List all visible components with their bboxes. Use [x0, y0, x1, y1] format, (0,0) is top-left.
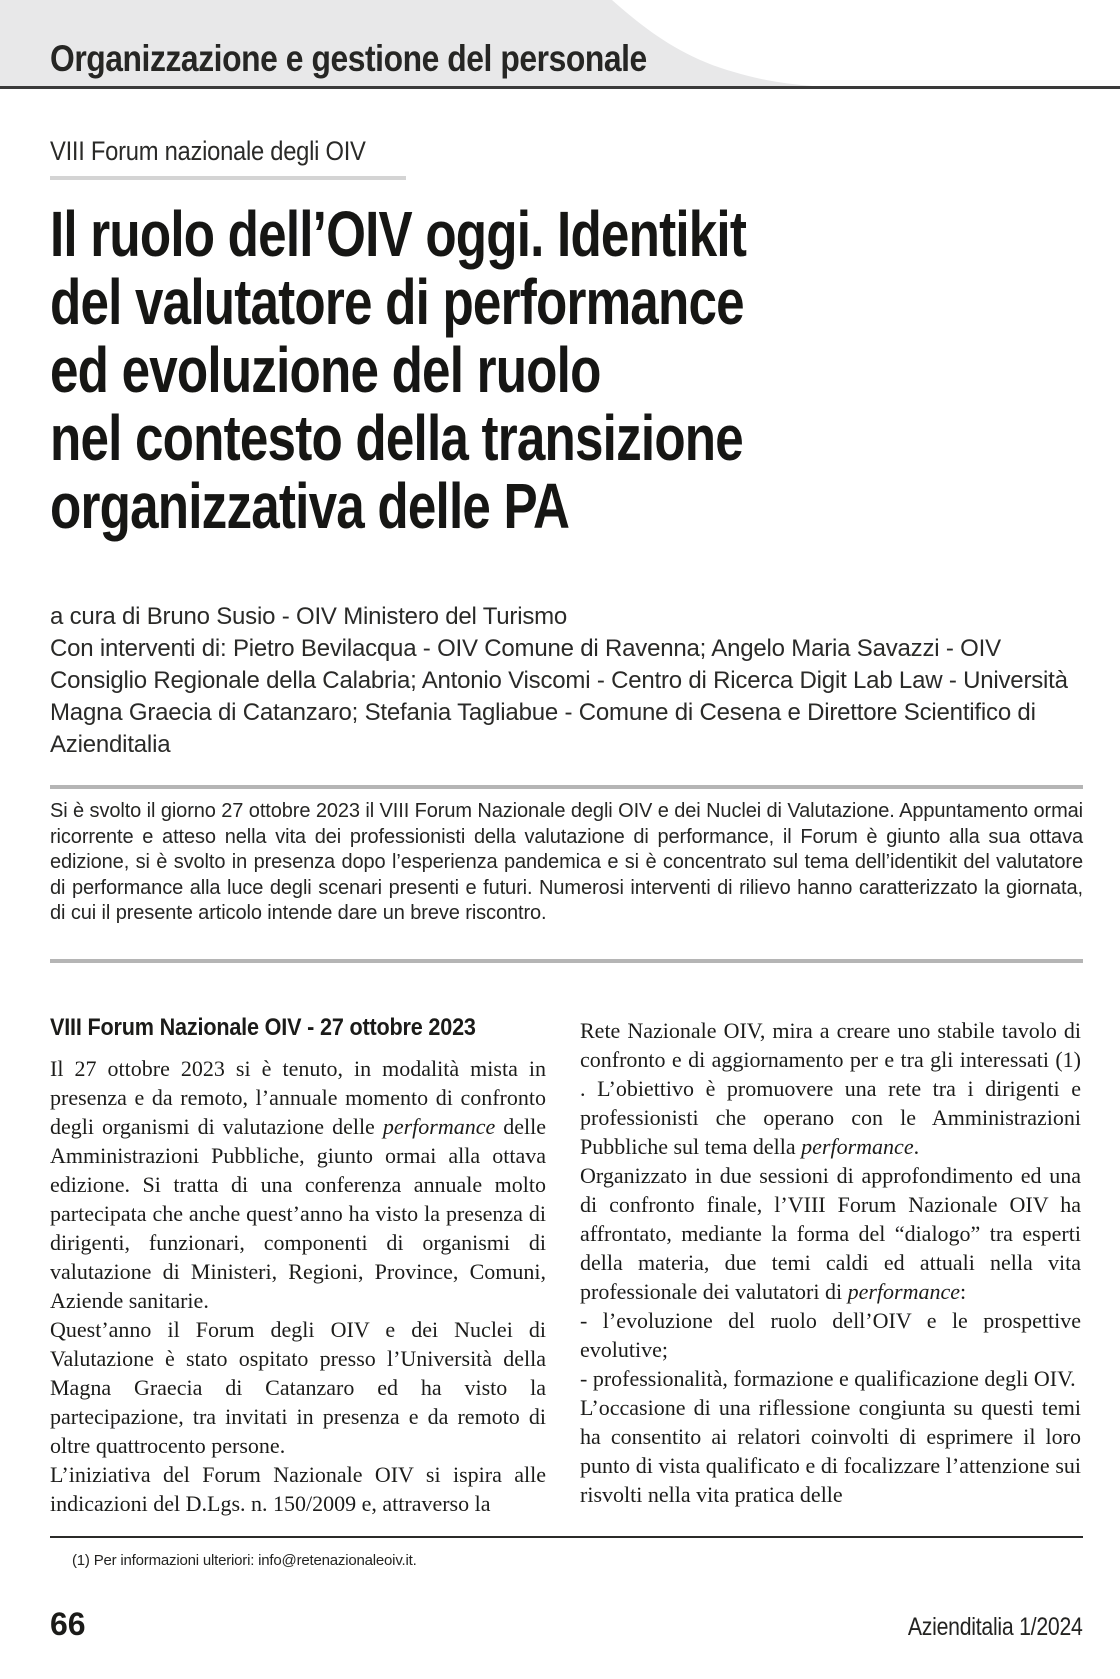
article-title [50, 200, 746, 540]
journal-issue: Azienditalia 1/2024 [908, 1613, 1083, 1641]
page-footer [50, 1606, 1083, 1643]
paragraph: - professionalità, formazione e qualificazione degli OIV. [580, 1366, 1076, 1391]
title-line: organizzativa delle PA [50, 470, 570, 542]
title-line: ed evoluzione del ruolo [50, 334, 601, 406]
banner-rule [0, 86, 1120, 89]
paragraph: Quest’anno il Forum degli OIV e dei Nuclei di Valutazione è stato ospitato presso l’Università della Magna Graecia di Catanzaro ed ha visto la partecipazione, tra invitati in presenza e da remoto di oltre quattrocento persone. [50, 1317, 546, 1458]
page-number: 66 [50, 1606, 86, 1642]
paragraph: - l’evoluzione del ruolo dell’OIV e le prospettive evolutive; [580, 1308, 1081, 1362]
paragraph: Rete Nazionale OIV, mira a creare uno stabile tavolo di confronto e di aggiornamento per e tra gli interessati (1) . L’obiettivo è promuovere una rete tra i dirigenti e professionisti che operano con le Amministrazioni Pubbliche sul tema della performance. [580, 1018, 1081, 1159]
column-left [50, 1014, 546, 1518]
contributors: Con interventi di: Pietro Bevilacqua - OIV Comune di Ravenna; Angelo Maria Savazzi - OIV Consiglio Regionale della Calabria; Antonio Viscomi - Centro di Ricerca Digit Lab Law - Università Magna Graecia di Catanzaro; Stefania Tagliabue - Comune di Cesena e Direttore Scientifico di Azienditalia [50, 635, 1068, 758]
paragraph: Il 27 ottobre 2023 si è tenuto, in modalità mista in presenza e da remoto, l’annuale momento di confronto degli organismi di valutazione delle performance delle Amministrazioni Pubbliche, giunto ormai alla ottava edizione. Si tratta di una conferenza annuale molto partecipata che anche quest’anno ha visto la presenza di dirigenti, funzionari, componenti di organismi di valutazione di Ministeri, Regioni, Province, Comuni, Aziende sanitarie. [50, 1056, 546, 1313]
byline-block [50, 601, 1085, 761]
article-eyebrow: VIII Forum nazionale degli OIV [50, 136, 366, 166]
byline: a cura di Bruno Susio - OIV Ministero del Turismo [50, 603, 568, 630]
paragraph: L’occasione di una riflessione congiunta su questi temi ha consentito ai relatori coinvolti di esprimere il loro punto di vista qualificato e di focalizzare l’attenzione sui risvolti nella vita pratica delle [580, 1395, 1081, 1507]
abstract-rule-bottom [50, 959, 1083, 963]
paragraph: Organizzato in due sessioni di approfondimento ed una di confronto finale, l’VIII Forum Nazionale OIV ha affrontato, mediante la forma del “dialogo” tra esperti della materia, due temi caldi ed attuali nella vita professionale dei valutatori di performance: [580, 1163, 1081, 1304]
title-line: Il ruolo dell’OIV oggi. Identikit [50, 198, 747, 270]
paragraph: L’iniziativa del Forum Nazionale OIV si ispira alle indicazioni del D.Lgs. n. 150/2009 e, attraverso la [50, 1462, 546, 1516]
eyebrow-underline [50, 176, 406, 180]
footnote-text: (1) Per informazioni ulteriori: info@retenazionaleoiv.it. [72, 1552, 417, 1569]
section-banner [0, 0, 1120, 88]
column-right [580, 1016, 1081, 1509]
abstract-text: Si è svolto il giorno 27 ottobre 2023 il VIII Forum Nazionale degli OIV e dei Nuclei di Valutazione. Appuntamento ormai ricorrente e atteso nella vita dei professionisti della valutazione di performance, il Forum è giunto alla sua ottava edizione, si è svolto in presenza dopo l’esperienza pandemica e si è concentrato sul tema dell’identikit del valutatore di performance alla luce degli scenari presenti e futuri. Numerosi interventi di rilievo hanno caratterizzato la giornata, di cui il presente articolo intende dare un breve riscontro. [50, 800, 1083, 924]
title-line: nel contesto della transizione [50, 402, 743, 474]
section-heading: VIII Forum Nazionale OIV - 27 ottobre 2023 [50, 1014, 476, 1041]
footnote-rule [50, 1536, 1083, 1538]
section-kicker: Organizzazione e gestione del personale [50, 38, 647, 79]
title-line: del valutatore di performance [50, 266, 744, 338]
abstract-rule-top [50, 785, 1083, 789]
